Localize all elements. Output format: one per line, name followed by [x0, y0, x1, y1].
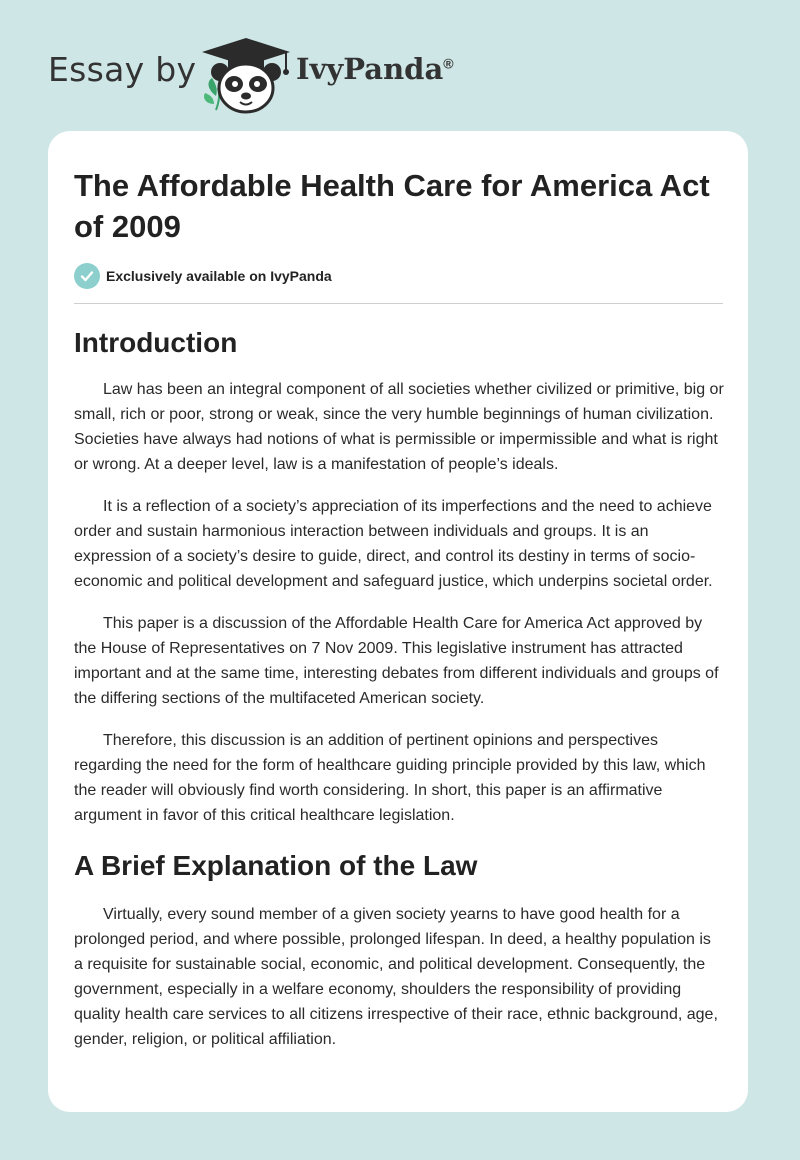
brand-name[interactable] — [296, 52, 454, 86]
exclusive-badge — [74, 263, 332, 289]
check-icon — [74, 263, 100, 289]
section-introduction — [74, 323, 724, 828]
badge-label: Exclusively available on IvyPanda — [106, 268, 332, 284]
paragraph: This paper is a discussion of the Affordable Health Care for America Act approved by the House of Representatives on 7 Nov 2009. This legislative instrument has attracted important and at the same time, interesting debates from different individuals and groups of the differing sections of the multifaceted American society. — [74, 615, 719, 707]
panda-logo-icon[interactable] — [198, 34, 294, 114]
essay-card — [48, 131, 748, 1112]
section-heading: A Brief Explanation of the Law — [74, 850, 478, 881]
paragraph: Virtually, every sound member of a given society yearns to have good health for a prolonged period, and where possible, prolonged lifespan. In deed, a healthy population is a requisite for sustainable social, economic, and political development. Consequently, the government, especially in a welfare economy, shoulders the responsibility of providing quality health care services to all citizens irrespective of their race, ethnic background, age, gender, religion, or political affiliation. — [74, 906, 718, 1048]
site-header — [0, 0, 800, 130]
brand-text: IvyPanda — [296, 52, 444, 86]
essay-body — [74, 323, 724, 1052]
section-heading: Introduction — [74, 327, 238, 358]
paragraph: It is a reflection of a society’s appreciation of its imperfections and the need to achieve order and sustain harmonious interaction between individuals and groups. It is an expression of a society’s desire to guide, direct, and control its destiny in terms of socio-economic and political development and safeguard justice, which underpins societal order. — [74, 498, 713, 590]
page-title: The Affordable Health Care for America Act of 2009 — [74, 168, 710, 244]
registered-mark: ® — [443, 55, 454, 72]
divider — [74, 303, 723, 304]
section-brief-explanation — [74, 846, 724, 1052]
essay-by-label: Essay by — [48, 50, 197, 89]
paragraph: Therefore, this discussion is an addition of pertinent opinions and perspectives regarding the need for the form of healthcare guiding principle provided by this law, which the reader will obviously find worth considering. In short, this paper is an affirmative argument in favor of this critical healthcare legislation. — [74, 732, 706, 824]
paragraph: Law has been an integral component of all societies whether civilized or primitive, big or small, rich or poor, strong or weak, since the very humble beginnings of human civilization. Societies have always had notions of what is permissible or impermissible and what is right or wrong. At a deeper level, law is a manifestation of people’s ideals. — [74, 381, 724, 473]
